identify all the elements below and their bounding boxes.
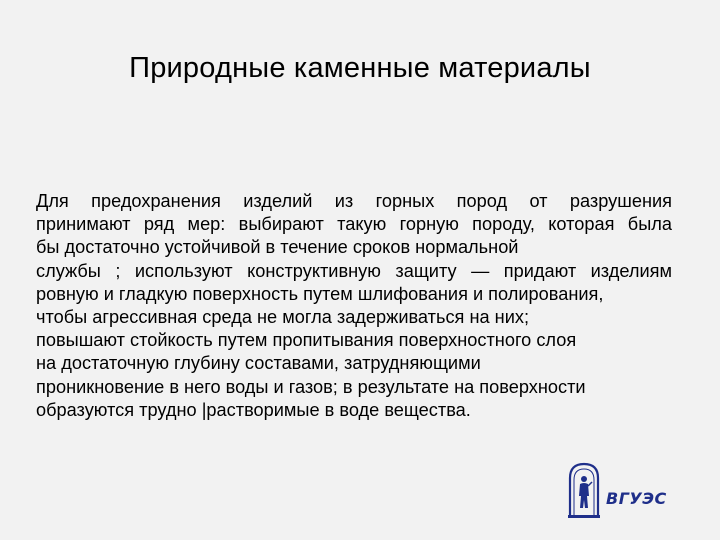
slide-body <box>36 190 686 422</box>
slide-title: Природные каменные материалы <box>129 52 591 84</box>
body-line: ровную и гладкую поверхность путем шлифования и полирования, <box>36 283 604 304</box>
body-line: бы достаточно устойчивой в течение сроков нормальной <box>36 237 519 258</box>
body-line: на достаточную глубину составами, затрудняющими <box>36 353 481 374</box>
body-line: повышают стойкость путем пропитывания поверхностного слоя <box>36 330 577 351</box>
body-line: проникновение в него воды и газов; в результате на поверхности <box>36 376 586 397</box>
body-line: службы ; используют конструктивную защиту — придают изделиям <box>36 260 672 281</box>
logo-text: ВГУЭС <box>606 489 667 508</box>
body-line: принимают ряд мер: выбирают такую горную породу, которая была <box>36 214 672 235</box>
university-emblem-icon <box>566 460 602 520</box>
university-logo <box>566 460 686 520</box>
body-line: образуются трудно |растворимые в воде вещества. <box>36 399 471 420</box>
body-line: Для предохранения изделий из горных пород от разрушения <box>36 191 672 211</box>
body-line: чтобы агрессивная среда не могла задерживаться на них; <box>36 307 530 328</box>
